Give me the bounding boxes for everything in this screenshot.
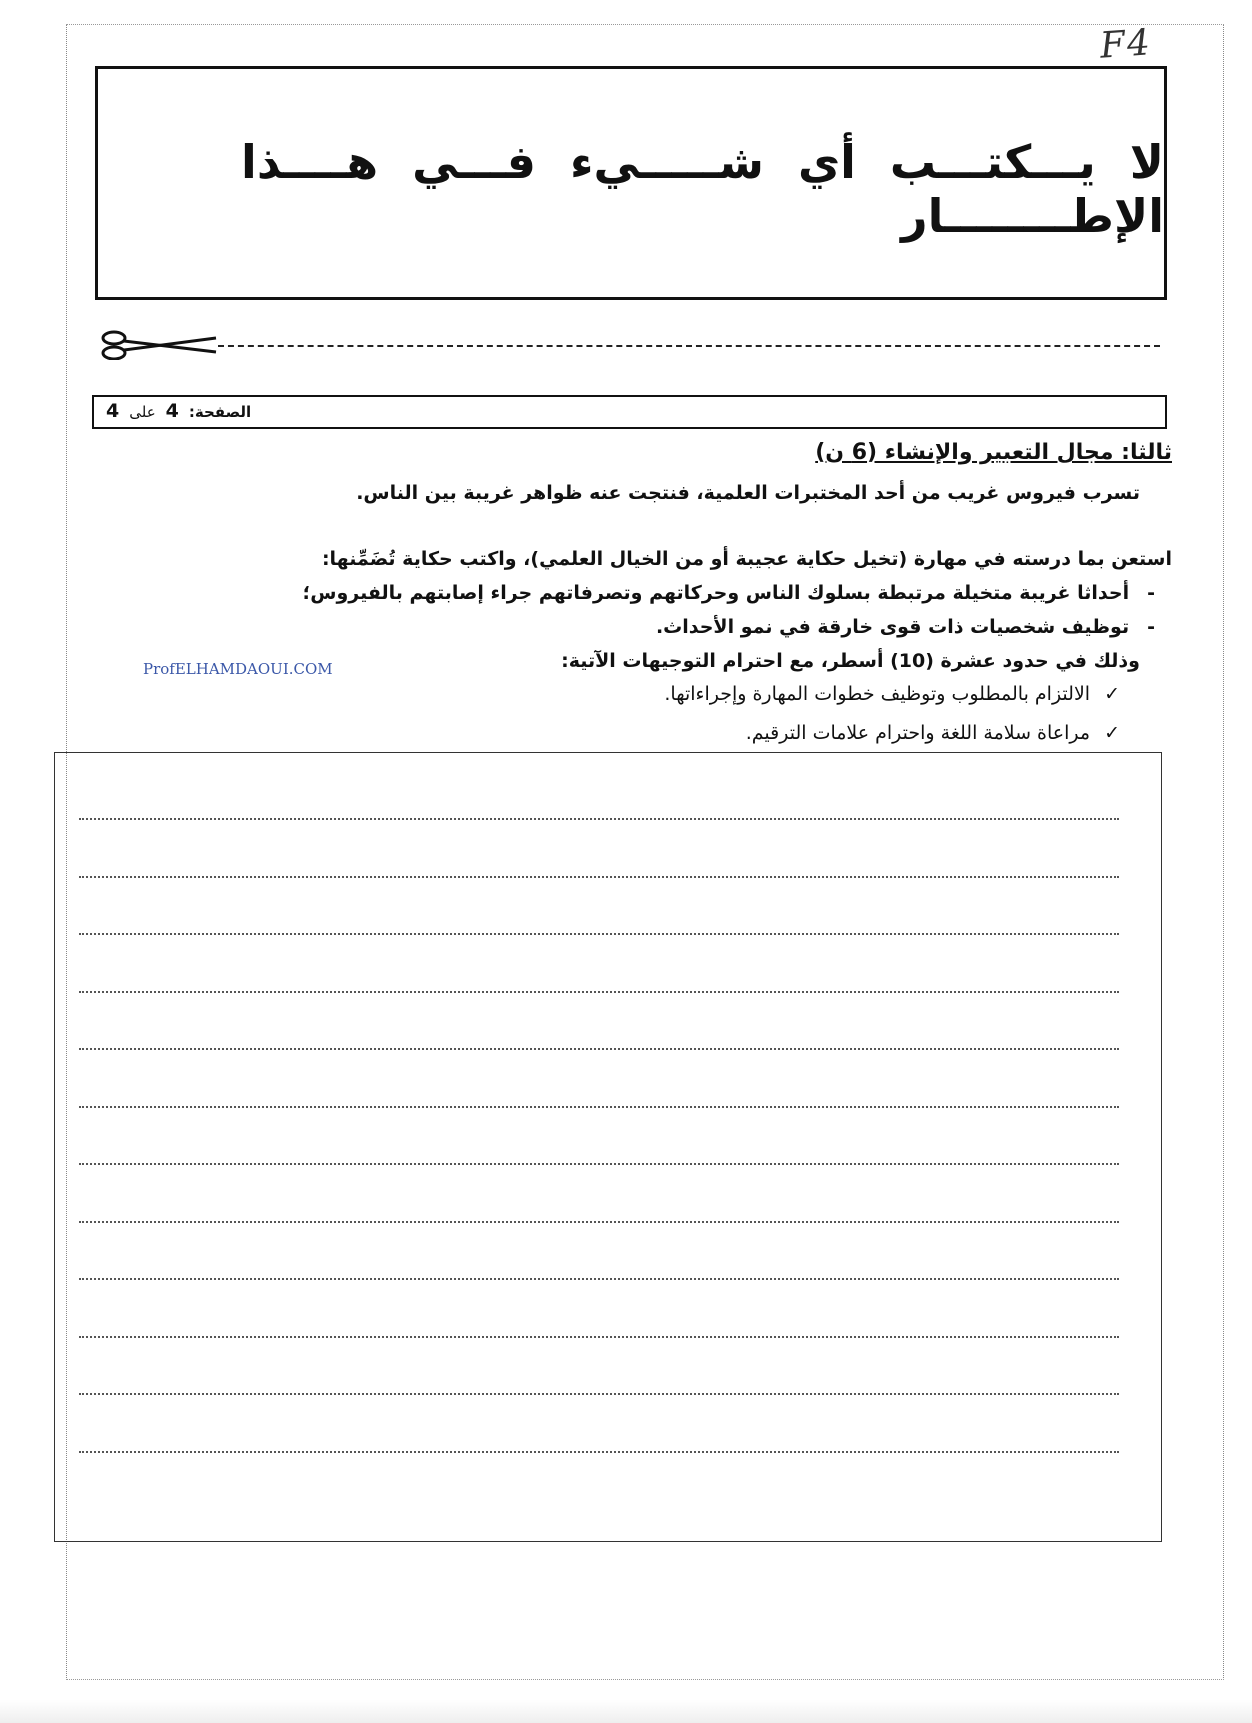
checkmark-icon: ✓ <box>1104 722 1120 744</box>
page-indicator <box>106 400 251 422</box>
section-title: ثالثا: مجال التعبير والإنشاء (6 ن) <box>815 440 1172 465</box>
bullet-text: أحداثا غريبة متخيلة مرتبطة بسلوك الناس وحركاتهم وتصرفاتهم جراء إصابتهم بالفيروس؛ <box>302 582 1130 604</box>
checklist-item <box>746 722 1120 744</box>
answer-line[interactable] <box>79 933 1119 935</box>
bullet-item <box>303 582 1155 604</box>
handwritten-mark: F4 <box>1098 22 1154 67</box>
answer-line[interactable] <box>79 1163 1119 1165</box>
dash-icon: - <box>1147 616 1155 638</box>
page-label: الصفحة: <box>188 403 252 421</box>
bullet-text: توظيف شخصيات ذات قوى خارقة في نمو الأحداث. <box>655 616 1130 638</box>
dash-icon: - <box>1147 582 1155 604</box>
answer-line[interactable] <box>79 1451 1119 1453</box>
answer-line[interactable] <box>79 1336 1119 1338</box>
no-write-frame <box>95 66 1167 300</box>
page-edge <box>0 1700 1252 1723</box>
page-of: على <box>129 403 156 421</box>
cut-line <box>100 330 1160 360</box>
answer-line[interactable] <box>79 1393 1119 1395</box>
instruction: استعن بما درسته في مهارة (تخيل حكاية عجيبة أو من الخيال العلمي)، واكتب حكاية تُضَمِّنها: <box>321 548 1172 570</box>
page-indicator-box <box>92 395 1167 429</box>
scissors-icon <box>100 330 220 360</box>
answer-line[interactable] <box>79 1221 1119 1223</box>
answer-line[interactable] <box>79 818 1119 820</box>
watermark: ProfELHAMDAOUI.COM <box>143 660 333 678</box>
answer-line[interactable] <box>79 876 1119 878</box>
answer-line[interactable] <box>79 991 1119 993</box>
checklist-text: الالتزام بالمطلوب وتوظيف خطوات المهارة وإجراءاتها. <box>664 683 1091 705</box>
page-current: 4 <box>165 400 179 422</box>
checkmark-icon: ✓ <box>1104 683 1120 705</box>
answer-line[interactable] <box>79 1106 1119 1108</box>
answer-area[interactable] <box>54 752 1162 1542</box>
answer-line[interactable] <box>79 1048 1119 1050</box>
writing-prompt: تسرب فيروس غريب من أحد المختبرات العلمية، فنتجت عنه ظواهر غريبة بين الناس. <box>356 482 1140 504</box>
no-write-frame-text: لا يـــكتـــب أي شـــــيء فـــي هــــذا الإطــــــــار <box>241 135 1164 243</box>
page-total: 4 <box>106 400 120 422</box>
answer-line[interactable] <box>79 1278 1119 1280</box>
checklist-item <box>664 683 1120 705</box>
length-limit: وذلك في حدود عشرة (10) أسطر، مع احترام التوجيهات الآتية: <box>561 650 1140 672</box>
bullet-item <box>656 616 1155 638</box>
checklist-text: مراعاة سلامة اللغة واحترام علامات الترقيم. <box>745 722 1091 744</box>
cut-dashed-line <box>218 345 1160 347</box>
